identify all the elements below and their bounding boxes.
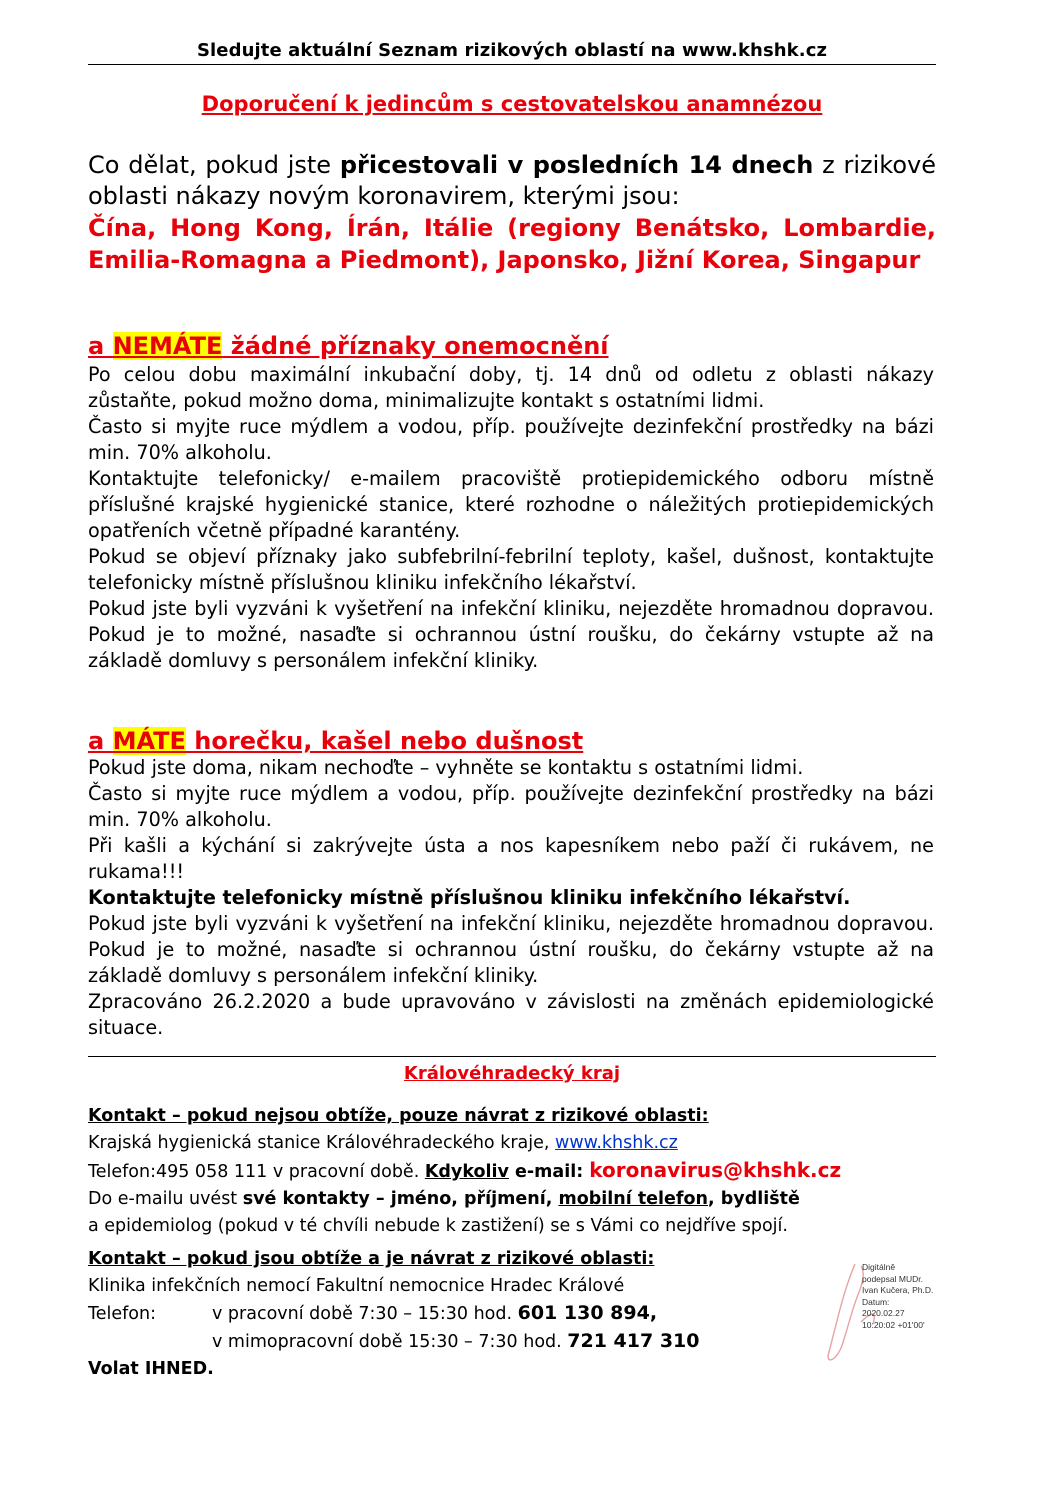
contact-no-symptoms	[88, 1103, 936, 1240]
signature-line: Ivan Kučera, Ph.D.	[862, 1285, 934, 1295]
section1-paragraph: Často si myjte ruce mýdlem a vodou, příp. používejte dezinfekční prostředky na bázi min. 70% alkoholu.	[88, 415, 934, 464]
contact1-station: Krajská hygienická stanice Královéhradeckého kraje,	[88, 1133, 556, 1153]
contact2-clinic: Klinika infekčních nemocí Fakultní nemocnice Hradec Králové	[88, 1276, 625, 1296]
lead-text-2: z rizikové oblasti nákazy novým koronavirem, kterými jsou:	[88, 151, 936, 210]
section1-prefix: a	[88, 332, 113, 360]
contact1-line3	[88, 1186, 936, 1213]
section2-prefix: a	[88, 727, 113, 755]
section2-paragraph: Zpracováno 26.2.2020 a bude upravováno v závislosti na změnách epidemiologické situace.	[88, 990, 934, 1039]
digital-signature-text	[862, 1262, 933, 1331]
region-title: Královéhradecký kraj	[403, 1063, 621, 1084]
signature-line: podepsal MUDr.	[862, 1273, 923, 1284]
working-hours-number: 601 130 894,	[517, 1302, 658, 1324]
section2-paragraph: Pokud jste doma, nikam nechoďte – vyhněte se kontaktu s ostatními lidmi.	[88, 756, 804, 779]
signature-line: Digitálně	[862, 1262, 896, 1272]
top-divider	[88, 64, 936, 65]
email-label: e-mail:	[508, 1162, 590, 1182]
section1-paragraph: Po celou dobu maximální inkubační doby, tj. 14 dnů od odletu z oblasti nákazy zůstaňte, pokud možno doma, minimalizujte kontakt s ostatními lidmi.	[88, 363, 934, 412]
working-hours-text: v pracovní době 7:30 – 15:30 hod.	[212, 1304, 518, 1324]
section1-body	[88, 362, 934, 674]
call-immediately: Volat IHNED.	[88, 1359, 214, 1379]
khshk-website-link[interactable]: www.khshk.cz	[555, 1133, 678, 1153]
section2-paragraph: Pokud jste byli vyzváni k vyšetření na infekční kliniku, nejezděte hromadnou dopravou. Pokud je to možné, nasaďte si ochrannou ústní roušku, do čekárny vstupte až na základě domluvy s personálem infekční kliniky.	[88, 912, 934, 987]
signature-line: 10:20:02 +01'00'	[862, 1319, 925, 1330]
contact1-phone: Telefon:495 058 111 v pracovní době.	[88, 1162, 425, 1182]
contact-email: koronavirus@khshk.cz	[589, 1158, 842, 1182]
section2-paragraph: Často si myjte ruce mýdlem a vodou, příp. používejte dezinfekční prostředky na bázi min. 70% alkoholu.	[88, 782, 934, 831]
lead-text-1: Co dělat, pokud jste	[88, 151, 340, 179]
section1-paragraph: Kontaktujte telefonicky/ e-mailem pracoviště protiepidemického odboru místně příslušné krajské hygienické stanice, které rozhodne o náležitých protiepidemických opatřeních včetně případné karantény.	[88, 467, 934, 542]
signature-line: Datum:	[862, 1296, 890, 1307]
contact2-heading: Kontakt – pokud jsou obtíže a je návrat z rizikové oblasti:	[88, 1249, 655, 1269]
contact2-phone-line2	[88, 1328, 936, 1356]
contact1-instruction: Do e-mailu uvést	[88, 1189, 243, 1209]
section2-rest: horečku, kašel nebo dušnost	[185, 727, 584, 755]
contact1-heading: Kontakt – pokud nejsou obtíže, pouze návrat z rizikové oblasti:	[88, 1106, 709, 1126]
section-symptoms-heading	[88, 727, 936, 755]
contact-with-symptoms	[88, 1246, 936, 1383]
section2-bold-paragraph: Kontaktujte telefonicky místně příslušnou kliniku infekčního lékařství.	[88, 886, 851, 909]
section2-highlight: MÁTE	[112, 727, 186, 755]
contact1-line1	[88, 1130, 936, 1157]
document-title: Doporučení k jedincům s cestovatelskou anamnézou	[201, 92, 823, 116]
contact1-line4: a epidemiolog (pokud v té chvíli nebude k zastižení) se s Vámi co nejdříve spojí.	[88, 1216, 788, 1236]
section2-body	[88, 755, 934, 1041]
section2-paragraph: Při kašli a kýchání si zakrývejte ústa a nos kapesníkem nebo paží či rukávem, ne rukama!!!	[88, 834, 934, 883]
footer-divider	[88, 1056, 936, 1057]
contact1-required-info: své kontakty – jméno, příjmení,	[242, 1189, 559, 1209]
contact1-line2	[88, 1157, 936, 1186]
contact1-mobile: mobilní telefon	[558, 1189, 709, 1209]
contact1-address: , bydliště	[708, 1189, 800, 1209]
section-no-symptoms-heading	[88, 332, 936, 360]
section1-rest: žádné příznaky onemocnění	[222, 332, 609, 360]
lead-paragraph	[88, 150, 936, 212]
after-hours-text: v mimopracovní době 15:30 – 7:30 hod.	[212, 1332, 568, 1352]
signature-line: 2020.02.27	[862, 1308, 905, 1318]
lead-text-bold: přicestovali v posledních 14 dnech	[339, 151, 814, 179]
top-notice: Sledujte aktuální Seznam rizikových oblastí na www.khshk.cz	[196, 40, 828, 61]
contact2-phone-line1	[88, 1300, 936, 1328]
section1-highlight: NEMÁTE	[112, 332, 223, 360]
anytime-label: Kdykoliv	[424, 1162, 509, 1182]
section1-paragraph: Pokud se objeví příznaky jako subfebrilní-febrilní teploty, kašel, dušnost, kontaktujte telefonicky místně příslušnou kliniku infekčního lékařství.	[88, 545, 934, 594]
phone-label: Telefon:	[88, 1304, 156, 1324]
section1-paragraph: Pokud jste byli vyzváni k vyšetření na infekční kliniku, nejezděte hromadnou dopravou. Pokud je to možné, nasaďte si ochrannou ústní roušku, do čekárny vstupte až na základě domluvy s personálem infekční kliniky.	[88, 597, 934, 672]
after-hours-number: 721 417 310	[567, 1330, 700, 1352]
risk-countries: Čína, Hong Kong, Írán, Itálie (regiony Benátsko, Lombardie, Emilia-Romagna a Piedmont), Japonsko, Jižní Korea, Singapur	[88, 214, 936, 274]
